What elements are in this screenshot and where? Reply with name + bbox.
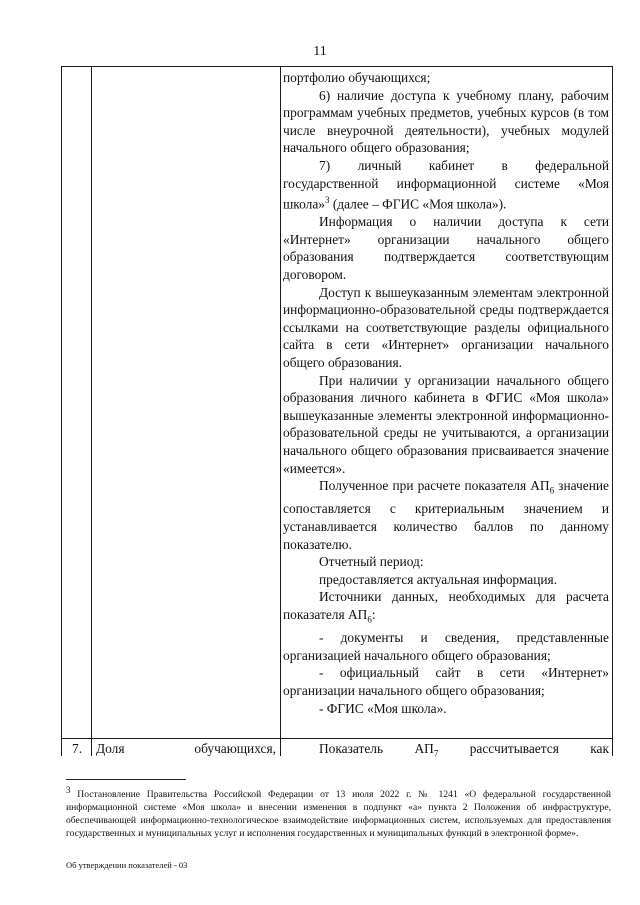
footnote-text: Постановление Правительства Российской Федерации от 13 июля 2022 г. № 1241 «О федеральной государственной информационной системе «Моя школа» и внесении изменения в подпункт «а» пункта 2 Положения об инфраструктуре, обеспечивающей информационно-технологическое взаимодействие информационных систем, используемых для предоставления государственных и муниципальных услуг и исполнения государственных и муниципальных функций в электронной форме». — [66, 789, 611, 840]
row-7-indicator-text: Доля обучающихся, — [96, 741, 276, 756]
description-paragraph: Доступ к вышеуказанным элементам электронной информационно-образовательной среды подтверждается ссылками на соответствующие разделы официального сайта в сети «Интернет» организации начального общего образования. — [283, 284, 609, 370]
row-7-indicator-name — [96, 740, 276, 757]
footnote-marker: 3 — [66, 785, 71, 795]
description-paragraph: - документы и сведения, представленные организацией начального общего образования; — [283, 630, 609, 663]
row-7-description-tail: рассчитывается как — [438, 741, 609, 756]
indicator-subscript: 6 — [367, 614, 372, 625]
description-paragraph: - официальный сайт в сети «Интернет» организации начального общего образования; — [283, 665, 609, 698]
description-paragraph: Полученное при расчете показателя $АП_6$ значение сопоставляется с критериальным значением и устанавливается количество баллов по данному показателю. — [283, 478, 609, 552]
description-paragraph: Источники данных, необходимых для расчета показателя $АП_6$: — [283, 589, 609, 625]
table-top-border — [61, 66, 613, 67]
description-paragraph: При наличии у организации начального общего образования личного кабинета в ФГИС «Моя школа» вышеуказанные элементы электронной информационно-образовательной среды не учитываются, а организации начального общего образования присваивается значение «имеется». — [283, 372, 609, 476]
table-left-border — [61, 66, 62, 756]
footnote-divider — [66, 779, 186, 780]
description-paragraph: предоставляется актуальная информация. — [319, 571, 558, 587]
document-footer: Об утверждении показателей - 03 — [66, 860, 188, 870]
description-paragraph: - ФГИС «Моя школа». — [319, 700, 447, 716]
description-paragraph: Информация о наличии доступа к сети «Интернет» организации начального общего образования подтверждается соответствующим договором. — [283, 214, 609, 282]
description-paragraph: портфолио обучающихся; — [283, 70, 431, 85]
description-paragraph: 7) личный кабинет в федеральной государственной информационной системе «Моя школа»$^3$ (далее – ФГИС «Моя школа»). — [283, 157, 609, 212]
footnote — [66, 784, 611, 840]
table-col-divider-2 — [280, 66, 281, 756]
table-row-divider — [61, 738, 613, 739]
page-number: 11 — [313, 44, 327, 59]
row-7-subscript: 7 — [433, 748, 439, 759]
row-7-number: 7. — [72, 741, 83, 756]
footnote-reference: 3 — [324, 195, 330, 206]
indicator-description-cell — [283, 69, 609, 717]
row-7-description — [283, 740, 609, 763]
table-right-border — [612, 66, 613, 756]
row-7-description-text: Показатель АП — [319, 741, 434, 756]
table-col-divider-1 — [91, 66, 92, 756]
description-paragraph: Отчетный период: — [319, 554, 424, 570]
description-paragraph: 6) наличие доступа к учебному плану, рабочим программам учебных предметов, учебных курсов (в том числе внеурочной деятельности), учебных модулей начального общего образования; — [283, 87, 609, 156]
indicator-subscript: 6 — [549, 485, 555, 496]
